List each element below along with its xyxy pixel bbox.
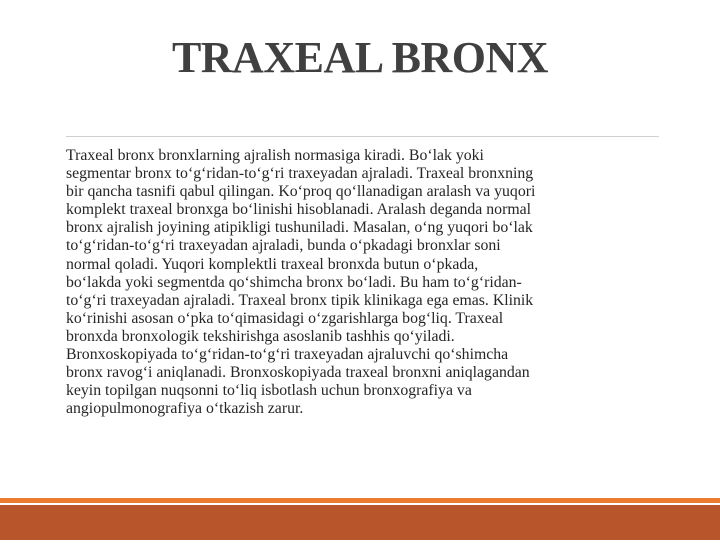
slide-body-text: Traxeal bronx bronxlarning ajralish normasiga kiradi. Bo‘lak yoki segmentar bronx to‘g‘ridan-to‘g‘ri traxeyadan ajraladi. Traxeal bronxning bir qancha tasnifi qabul qilingan. Ko‘proq qo‘llanadigan aralash va yuqori komplekt traxeal bronxga bo‘linishi hisoblanadi. Aralash deganda normal bronx ajralish joyining atipikligi tushuniladi. Masalan, o‘ng yuqori bo‘lak to‘g‘ridan-to‘g‘ri traxeyadan ajraladi, bunda o‘pkadagi bronxlar soni normal qoladi. Yuqori komplektli traxeal bronxda butun o‘pkada, bo‘lakda yoki segmentda qo‘shimcha bronx bo‘ladi. Bu ham to‘g‘ridan- to‘g‘ri traxeyadan ajraladi. Traxeal bronx tipik klinikaga ega emas. Klinik ko‘rinishi asosan o‘pka to‘qimasidagi o‘zgarishlarga bog‘liq. Traxeal bronxda bronxologik tekshirishga asoslanib tashhis qo‘yiladi. Bronxoskopiyada to‘g‘ridan-to‘g‘ri traxeyadan ajraluvchi qo‘shimcha bronx ravog‘i aniqlanadi. Bronxoskopiyada traxeal bronxni aniqlagandan keyin topilgan nuqsonni to‘liq isbotlash uchun bronxografiya va angiopulmonografiya o‘tkazish zarur. — [66, 147, 536, 418]
footer-band — [0, 505, 720, 540]
title-divider — [66, 136, 659, 137]
footer-accent-stripe — [0, 498, 720, 503]
slide-title: TRAXEAL BRONX — [171, 33, 549, 82]
